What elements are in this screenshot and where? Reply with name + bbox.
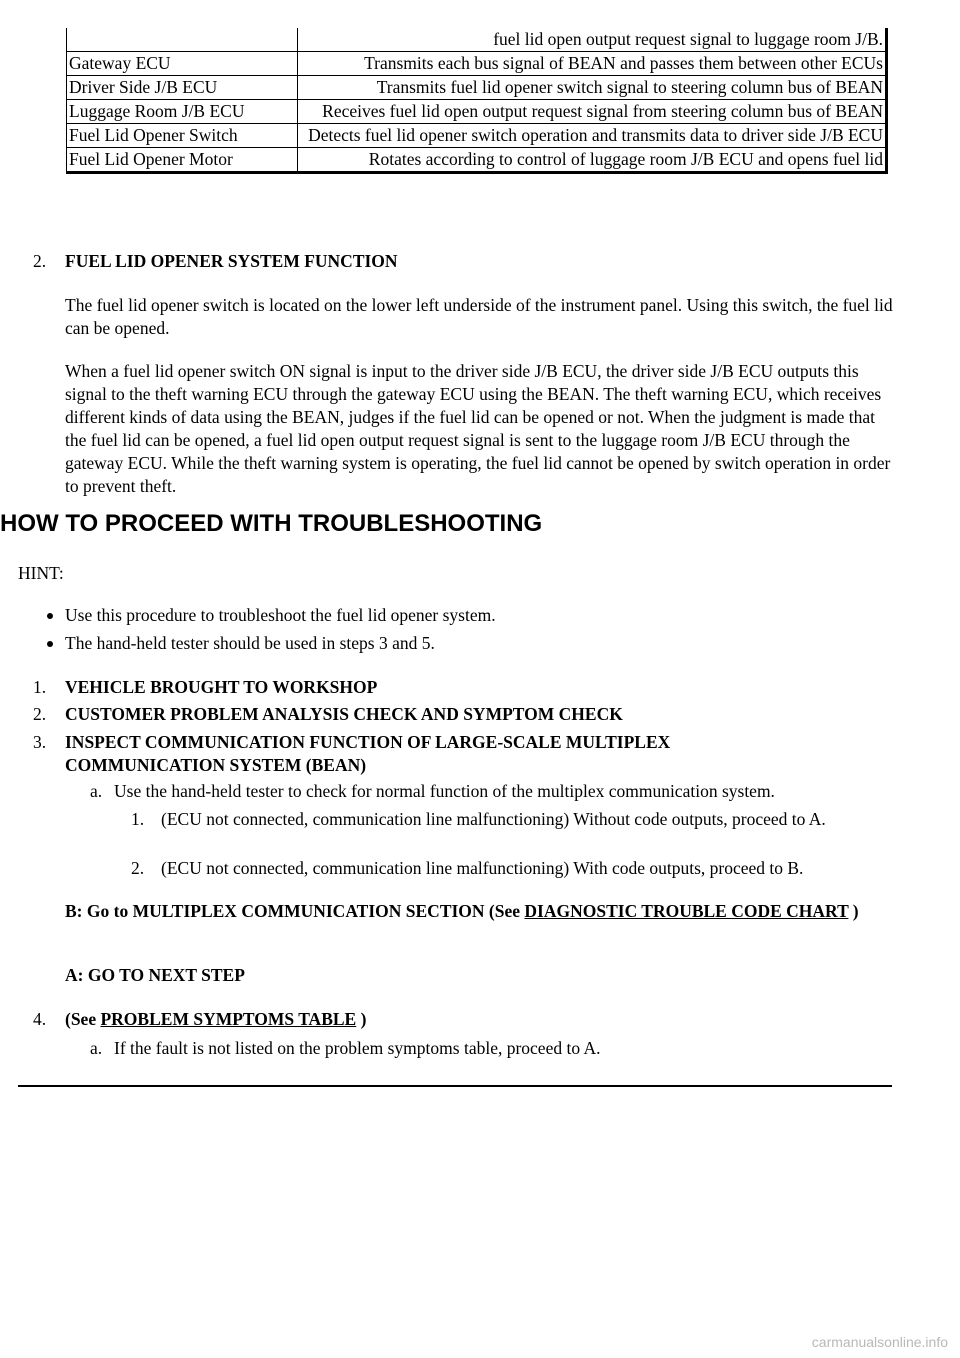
step-number: 4. — [33, 1009, 47, 1029]
table-row — [67, 52, 887, 76]
item-number: 2. — [131, 858, 145, 878]
hint-bullet-text: The hand-held tester should be used in steps 3 and 5. — [65, 633, 435, 653]
table-cell-component — [67, 28, 298, 52]
problem-symptoms-table-link[interactable]: PROBLEM SYMPTOMS TABLE — [100, 1009, 357, 1029]
substep-letter: a. — [90, 1038, 103, 1058]
section-title: FUEL LID OPENER SYSTEM FUNCTION — [65, 251, 398, 271]
horizontal-divider — [18, 1085, 892, 1087]
step-title: INSPECT COMMUNICATION FUNCTION OF LARGE-SCALE MULTIPLEX COMMUNICATION SYSTEM (BEAN) — [65, 732, 671, 775]
item-text: (ECU not connected, communication line malfunctioning) Without code outputs, proceed to A. — [161, 809, 826, 829]
paragraph-switch-location: The fuel lid opener switch is located on the lower left underside of the instrument panel. Using this switch, the fuel lid can be opened. — [65, 295, 893, 338]
step-title: CUSTOMER PROBLEM ANALYSIS CHECK AND SYMPTOM CHECK — [65, 704, 623, 724]
result-b-text: B: Go to MULTIPLEX COMMUNICATION SECTION (See — [65, 901, 525, 921]
page-heading: HOW TO PROCEED WITH TROUBLESHOOTING — [0, 510, 543, 537]
substep-text: If the fault is not listed on the problem symptoms table, proceed to A. — [114, 1038, 601, 1058]
step-number: 3. — [33, 732, 47, 752]
substep-letter: a. — [90, 781, 103, 801]
step-title — [65, 1008, 845, 1031]
table-row — [67, 100, 887, 124]
hint-label: HINT: — [18, 563, 64, 583]
diagnostic-trouble-code-chart-link[interactable]: DIAGNOSTIC TROUBLE CODE CHART — [524, 901, 849, 921]
bullet-icon — [47, 613, 53, 619]
hint-bullet-text: Use this procedure to troubleshoot the fuel lid opener system. — [65, 605, 496, 625]
table-row — [67, 124, 887, 148]
table-cell-component: Fuel Lid Opener Switch — [67, 124, 298, 148]
table-cell-function: Transmits each bus signal of BEAN and passes them between other ECUs — [298, 52, 887, 76]
component-function-table — [66, 28, 888, 174]
result-b — [65, 900, 875, 923]
step-title: VEHICLE BROUGHT TO WORKSHOP — [65, 677, 378, 697]
item-text: (ECU not connected, communication line malfunctioning) With code outputs, proceed to B. — [161, 858, 804, 878]
step-title-prefix: (See — [65, 1009, 101, 1029]
result-b-suffix: ) — [848, 901, 859, 921]
table-cell-function: Detects fuel lid opener switch operation and transmits data to driver side J/B ECU — [298, 124, 887, 148]
table-cell-function: Transmits fuel lid opener switch signal to steering column bus of BEAN — [298, 76, 887, 100]
table-row — [67, 76, 887, 100]
table-cell-function: fuel lid open output request signal to luggage room J/B. — [298, 28, 887, 52]
table-cell-function: Rotates according to control of luggage room J/B ECU and opens fuel lid — [298, 148, 887, 173]
result-a: A: GO TO NEXT STEP — [65, 965, 245, 985]
step-title-suffix: ) — [356, 1009, 367, 1029]
substep-text: Use the hand-held tester to check for normal function of the multiplex communication system. — [114, 781, 775, 801]
step-number: 1. — [33, 677, 47, 697]
section-number: 2. — [33, 251, 47, 271]
table-cell-function: Receives fuel lid open output request signal from steering column bus of BEAN — [298, 100, 887, 124]
paragraph-operation: When a fuel lid opener switch ON signal is input to the driver side J/B ECU, the driver side J/B ECU outputs this signal to the theft warning ECU through the gateway ECU using the BEAN. The theft warning ECU, which receives different kinds of data using the BEAN, judges if the fuel lid can be opened or not. When the judgment is made that the fuel lid can be opened, a fuel lid open output request signal is sent to the luggage room J/B ECU through the gateway ECU. While the theft warning system is operating, the fuel lid cannot be opened by switch operation in order to prevent theft. — [65, 361, 891, 496]
bullet-icon — [47, 641, 53, 647]
table-cell-component: Gateway ECU — [67, 52, 298, 76]
table-row — [67, 148, 887, 173]
table-cell-component: Driver Side J/B ECU — [67, 76, 298, 100]
table-cell-component: Luggage Room J/B ECU — [67, 100, 298, 124]
step-number: 2. — [33, 704, 47, 724]
table-cell-component: Fuel Lid Opener Motor — [67, 148, 298, 173]
table-row — [67, 28, 887, 52]
site-watermark: carmanualsonline.info — [811, 1334, 948, 1350]
item-number: 1. — [131, 809, 145, 829]
